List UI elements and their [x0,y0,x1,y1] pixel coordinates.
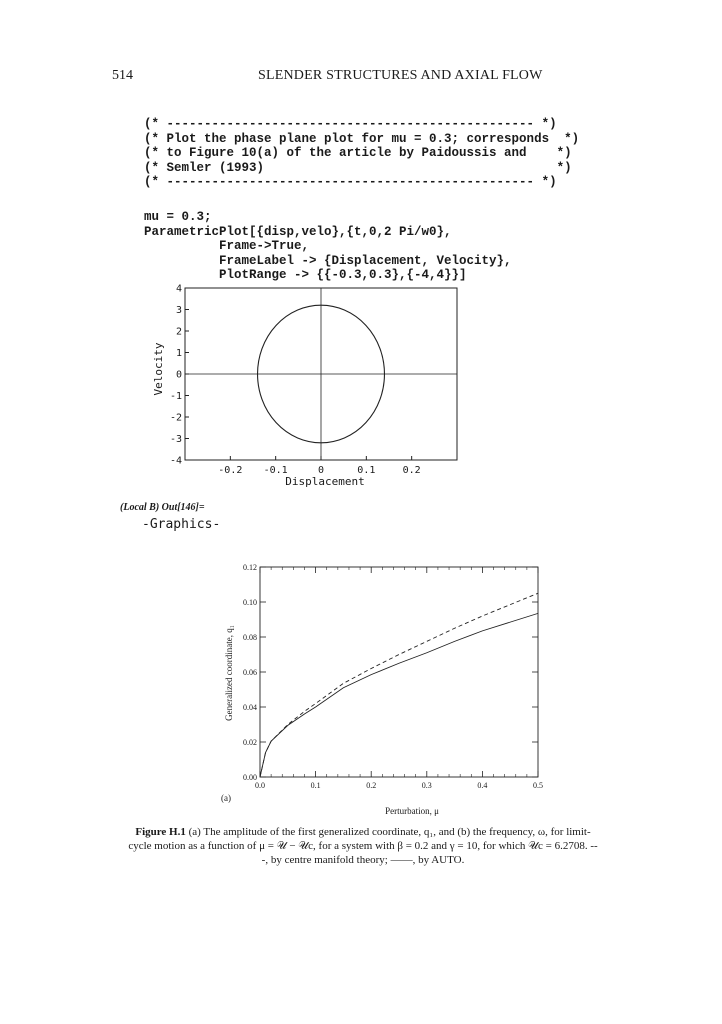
amp-x-tick-label: 0.0 [255,781,265,790]
code-comment-line: (* Plot the phase plane plot for mu = 0.3; corresponds *) [144,131,580,146]
page-number: 514 [112,68,133,83]
phase-x-tick-label: -0.1 [263,465,288,476]
amp-series-auto [260,613,538,777]
phase-y-axis-label: Velocity [152,342,165,396]
code-comment-block [144,117,579,190]
phase-y-tick-label: 1 [175,348,182,359]
amp-y-tick-label: 0.04 [243,703,257,712]
phase-x-tick-label: 0.2 [402,465,421,476]
code-comment-line: (* ------------------------------------------------- *) [144,175,557,189]
amp-y-tick-label: 0.08 [243,633,257,642]
phase-y-tick-label: -2 [169,412,182,424]
code-comment-line: (* to Figure 10(a) of the article by Paidoussis and *) [144,146,572,160]
page-header [112,68,632,92]
phase-y-tick-label: 0 [175,369,182,381]
amp-frame [260,567,538,777]
output-label: (Local B) Out[146]= [120,502,205,513]
phase-y-tick-label: -1 [169,391,182,402]
phase-y-tick-label: 4 [175,283,182,295]
phase-y-tick-label: 2 [175,326,182,338]
code-body-line: mu = 0.3; [144,210,212,224]
code-body-line: PlotRange -> {{-0.3,0.3},{-4,4}}] [144,268,467,282]
amp-x-axis-label: Perturbation, μ [385,806,439,816]
phase-y-tick-label: -4 [169,455,182,467]
amp-y-tick-label: 0.00 [243,773,257,782]
code-body-line: FrameLabel -> {Displacement, Velocity}, [219,253,512,268]
amp-y-tick-label: 0.10 [243,598,257,607]
amp-series-centre-manifold [260,593,538,777]
code-comment-line: (* Semler (1993) *) [144,160,572,175]
amp-x-tick-label: 0.4 [477,781,488,790]
code-plot-command [144,210,512,283]
amp-y-tick-label: 0.12 [243,563,257,572]
code-comment-line: (* ------------------------------------------------- *) [144,117,557,131]
caption-label: Figure H.1 [135,826,186,838]
running-head: SLENDER STRUCTURES AND AXIAL FLOW [258,68,543,83]
amp-x-tick-label: 0.3 [421,781,432,790]
phase-x-tick-label: 0.1 [357,465,376,476]
amp-x-tick-label: 0.2 [366,781,377,790]
graphics-output: -Graphics- [142,517,221,532]
amp-x-tick-label: 0.5 [533,781,543,790]
figure-caption [128,825,598,867]
code-body-line: ParametricPlot[{disp,velo},{t,0,2 Pi/w0}, [144,224,452,239]
amp-x-tick-label: 0.1 [310,781,321,790]
phase-x-tick-label: -0.2 [218,465,243,476]
amp-y-axis-label: Generalized coordinate, q₁ [224,625,234,721]
amp-y-tick-label: 0.06 [243,668,257,677]
amp-y-tick-label: 0.02 [243,738,257,747]
phase-y-tick-label: 3 [175,305,182,316]
amplitude-plot [200,555,570,820]
phase-x-axis-label: Displacement [285,475,365,488]
phase-x-tick-label: 0 [317,465,325,476]
phase-y-tick-label: -3 [169,434,182,445]
code-body-line: Frame->True, [219,239,310,253]
phase-plane-plot [140,280,480,490]
caption-text: (a) The amplitude of the first generalized coordinate, q₁, and (b) the frequency, ω, for limit-cycle motion as a function of μ = 𝒰 − 𝒰c, for a system with β = 0.2 and γ = 10, for which 𝒰c = 6.2708. ---, by centre manifold theory; ——, by AUTO. [128,826,598,866]
figure-panel-label: (a) [221,793,231,803]
